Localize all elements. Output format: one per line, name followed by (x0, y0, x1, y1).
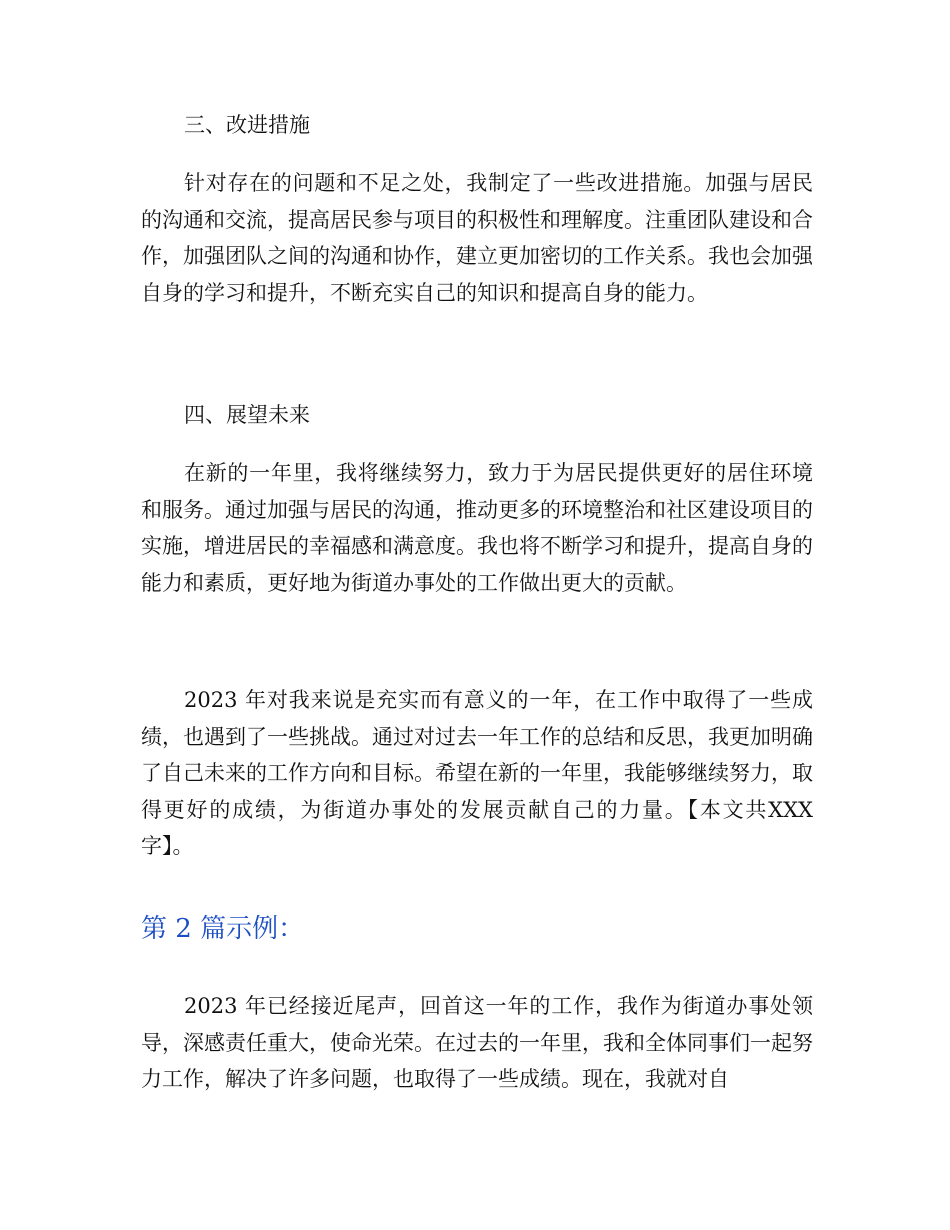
paragraph-example-2-intro: 2023 年已经接近尾声，回首这一年的工作，我作为街道办事处领导，深感责任重大，使命光荣。在过去的一年里，我和全体同事们一起努力工作，解决了许多问题，也取得了一些成绩。现在，我就对自 (141, 994, 813, 1091)
heading-improvement-measures: 三、改进措施 (184, 113, 310, 137)
example-2-title: 第 2 篇示例： (141, 914, 305, 944)
paragraph-year-summary: 2023 年对我来说是充实而有意义的一年，在工作中取得了一些成绩，也遇到了一些挑战。通过对过去一年工作的总结和反思，我更加明确了自己未来的工作方向和目标。希望在新的一年里，我能够继续努力，取得更好的成绩，为街道办事处的发展贡献自己的力量。【本文共XXX 字】。 (141, 688, 813, 858)
paragraph-improvement-measures: 针对存在的问题和不足之处，我制定了一些改进措施。加强与居民的沟通和交流，提高居民参与项目的积极性和理解度。注重团队建设和合作，加强团队之间的沟通和协作，建立更加密切的工作关系。我也会加强自身的学习和提升，不断充实自己的知识和提高自身的能力。 (141, 171, 813, 305)
heading-future-outlook: 四、展望未来 (184, 403, 310, 427)
paragraph-future-outlook: 在新的一年里，我将继续努力，致力于为居民提供更好的居住环境和服务。通过加强与居民的沟通，推动更多的环境整治和社区建设项目的实施，增进居民的幸福感和满意度。我也将不断学习和提升，提高自身的能力和素质，更好地为街道办事处的工作做出更大的贡献。 (141, 461, 813, 595)
